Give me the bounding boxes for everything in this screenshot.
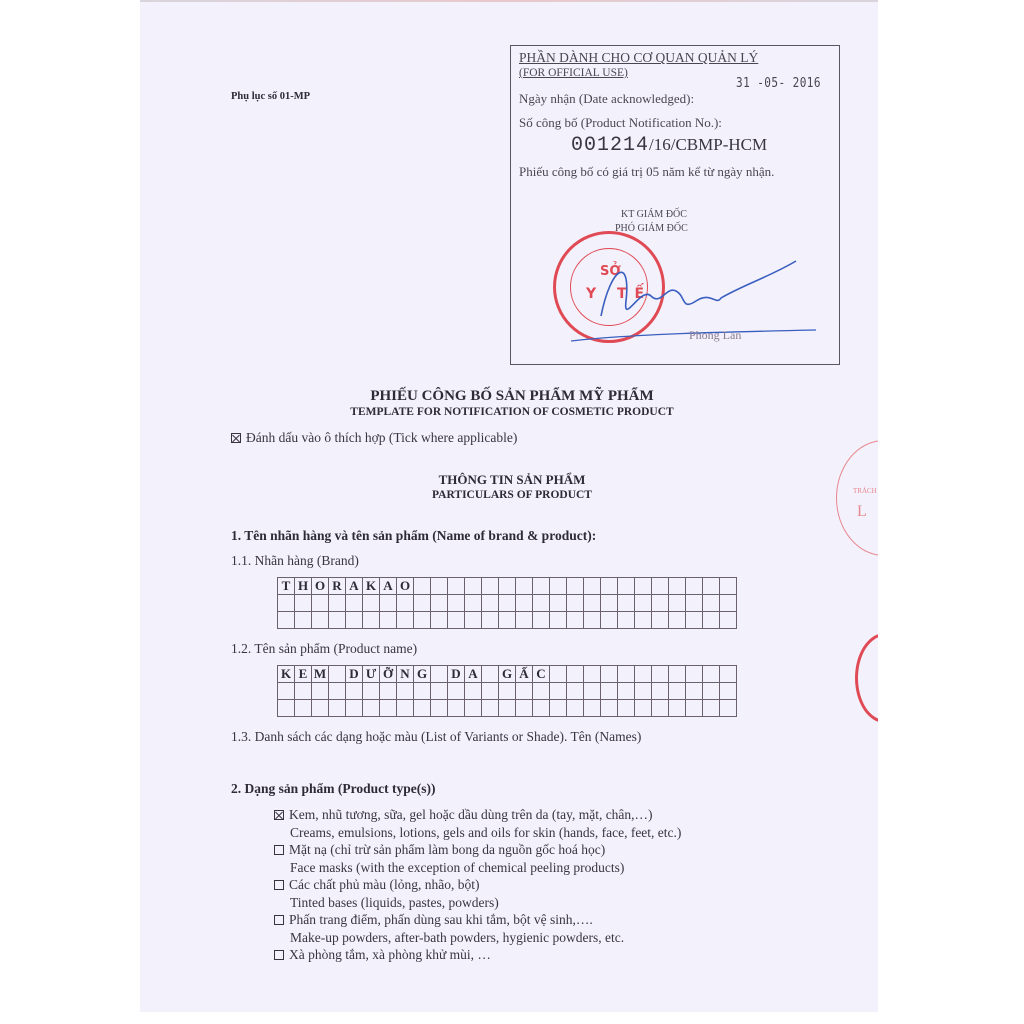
grid-cell[interactable] bbox=[499, 612, 516, 629]
option-text-vi: Các chất phủ màu (lỏng, nhão, bột) bbox=[289, 877, 480, 892]
grid-cell[interactable]: H bbox=[295, 578, 312, 595]
grid-row bbox=[278, 612, 737, 629]
grid-cell[interactable] bbox=[346, 700, 363, 717]
grid-cell[interactable] bbox=[550, 683, 567, 700]
grid-cell[interactable] bbox=[550, 578, 567, 595]
validity-note: Phiếu công bố có giá trị 05 năm kể từ ngày nhận. bbox=[519, 164, 775, 179]
grid-cell[interactable]: Ấ bbox=[516, 666, 533, 683]
product-type-option-soaps[interactable] bbox=[274, 946, 681, 964]
grid-cell[interactable] bbox=[703, 683, 720, 700]
grid-cell[interactable] bbox=[516, 683, 533, 700]
grid-cell[interactable] bbox=[533, 612, 550, 629]
grid-cell[interactable] bbox=[533, 683, 550, 700]
grid-cell[interactable] bbox=[686, 666, 703, 683]
signatory-name: Phong Lan bbox=[689, 328, 742, 342]
grid-cell[interactable] bbox=[516, 595, 533, 612]
checkbox-empty-icon[interactable] bbox=[274, 950, 284, 960]
grid-cell[interactable] bbox=[329, 612, 346, 629]
option-text-vi: Phấn trang điểm, phấn dùng sau khi tắm, bột vệ sinh,…. bbox=[289, 912, 593, 927]
option-text-vi: Kem, nhũ tương, sữa, gel hoặc dầu dùng trên da (tay, mặt, chân,…) bbox=[289, 807, 653, 822]
signatory-title-1: KT GIÁM ĐỐC bbox=[621, 209, 687, 220]
grid-cell[interactable]: Ỡ bbox=[380, 666, 397, 683]
grid-cell[interactable] bbox=[567, 578, 584, 595]
grid-cell[interactable] bbox=[669, 595, 686, 612]
tick-example-checkbox-icon bbox=[231, 433, 241, 443]
grid-cell[interactable] bbox=[618, 595, 635, 612]
grid-cell[interactable] bbox=[363, 612, 380, 629]
grid-cell[interactable] bbox=[278, 683, 295, 700]
grid-cell[interactable]: O bbox=[397, 578, 414, 595]
grid-cell[interactable] bbox=[295, 595, 312, 612]
grid-cell[interactable] bbox=[278, 595, 295, 612]
notification-number bbox=[571, 134, 767, 157]
product-type-option-powders[interactable] bbox=[274, 911, 681, 929]
grid-cell[interactable]: A bbox=[465, 666, 482, 683]
grid-cell[interactable] bbox=[533, 578, 550, 595]
grid-cell[interactable] bbox=[567, 612, 584, 629]
grid-cell[interactable] bbox=[669, 578, 686, 595]
grid-cell[interactable] bbox=[431, 683, 448, 700]
grid-cell[interactable] bbox=[686, 612, 703, 629]
grid-cell[interactable] bbox=[278, 700, 295, 717]
option-text-en: Creams, emulsions, lotions, gels and oils for skin (hands, face, feet, etc.) bbox=[290, 824, 682, 840]
grid-cell[interactable] bbox=[567, 595, 584, 612]
grid-cell[interactable] bbox=[448, 578, 465, 595]
grid-cell[interactable] bbox=[397, 700, 414, 717]
grid-cell[interactable] bbox=[312, 700, 329, 717]
product-name-grid[interactable] bbox=[277, 665, 737, 717]
grid-cell[interactable] bbox=[686, 595, 703, 612]
option-text-en: Face masks (with the exception of chemical peeling products) bbox=[290, 859, 625, 875]
product-type-option-tinted-bases[interactable] bbox=[274, 876, 681, 894]
grid-cell[interactable] bbox=[482, 595, 499, 612]
brand-grid[interactable] bbox=[277, 577, 737, 629]
grid-cell[interactable] bbox=[635, 578, 652, 595]
section-title-en: PARTICULARS OF PRODUCT bbox=[432, 489, 592, 501]
grid-cell[interactable] bbox=[431, 595, 448, 612]
grid-cell[interactable] bbox=[499, 595, 516, 612]
grid-cell[interactable] bbox=[567, 700, 584, 717]
grid-cell[interactable] bbox=[635, 683, 652, 700]
grid-cell[interactable] bbox=[652, 595, 669, 612]
grid-cell[interactable] bbox=[550, 666, 567, 683]
grid-cell[interactable]: K bbox=[278, 666, 295, 683]
official-heading-vi: PHẦN DÀNH CHO CƠ QUAN QUẢN LÝ bbox=[519, 50, 759, 65]
scan-margin-cover bbox=[878, 0, 1024, 1024]
grid-cell[interactable] bbox=[669, 683, 686, 700]
grid-cell[interactable] bbox=[414, 595, 431, 612]
grid-cell[interactable] bbox=[550, 700, 567, 717]
grid-cell[interactable] bbox=[584, 666, 601, 683]
grid-cell[interactable] bbox=[652, 666, 669, 683]
variants-label: 1.3. Danh sách các dạng hoặc màu (List of Variants or Shade). Tên (Names) bbox=[231, 729, 642, 744]
grid-cell[interactable] bbox=[618, 666, 635, 683]
grid-cell[interactable] bbox=[584, 595, 601, 612]
grid-cell[interactable] bbox=[601, 595, 618, 612]
grid-cell[interactable] bbox=[720, 700, 737, 717]
grid-cell[interactable] bbox=[312, 612, 329, 629]
grid-cell[interactable] bbox=[499, 683, 516, 700]
option-text-en: Make-up powders, after-bath powders, hygienic powders, etc. bbox=[290, 929, 625, 945]
grid-cell[interactable] bbox=[686, 578, 703, 595]
grid-cell[interactable] bbox=[329, 595, 346, 612]
form-title-en: TEMPLATE FOR NOTIFICATION OF COSMETIC PRODUCT bbox=[350, 406, 674, 418]
grid-cell[interactable] bbox=[720, 595, 737, 612]
grid-cell[interactable] bbox=[482, 683, 499, 700]
checkbox-empty-icon[interactable] bbox=[274, 915, 284, 925]
grid-cell[interactable] bbox=[414, 683, 431, 700]
grid-cell[interactable] bbox=[499, 578, 516, 595]
grid-cell[interactable] bbox=[703, 700, 720, 717]
grid-cell[interactable] bbox=[448, 612, 465, 629]
section2-heading: 2. Dạng sản phẩm (Product type(s)) bbox=[231, 781, 436, 796]
grid-cell[interactable] bbox=[584, 578, 601, 595]
grid-cell[interactable] bbox=[346, 683, 363, 700]
grid-cell[interactable] bbox=[397, 612, 414, 629]
grid-cell[interactable] bbox=[380, 683, 397, 700]
official-use-box bbox=[510, 45, 840, 365]
grid-cell[interactable] bbox=[482, 612, 499, 629]
grid-cell[interactable]: R bbox=[329, 578, 346, 595]
grid-cell[interactable] bbox=[363, 595, 380, 612]
grid-cell[interactable] bbox=[465, 612, 482, 629]
grid-cell[interactable] bbox=[550, 595, 567, 612]
grid-cell[interactable] bbox=[465, 595, 482, 612]
grid-cell[interactable]: K bbox=[363, 578, 380, 595]
grid-row bbox=[278, 700, 737, 717]
grid-cell[interactable]: D bbox=[448, 666, 465, 683]
grid-cell[interactable] bbox=[431, 666, 448, 683]
grid-cell[interactable] bbox=[465, 700, 482, 717]
product-type-list bbox=[274, 806, 681, 964]
grid-cell[interactable] bbox=[414, 578, 431, 595]
option-text-vi: Xà phòng tắm, xà phòng khử mùi, … bbox=[289, 947, 491, 962]
grid-cell[interactable] bbox=[720, 612, 737, 629]
grid-cell[interactable] bbox=[584, 700, 601, 717]
grid-cell[interactable] bbox=[669, 666, 686, 683]
form-title-vi: PHIẾU CÔNG BỐ SẢN PHẨM MỸ PHẨM bbox=[370, 388, 654, 404]
grid-row bbox=[278, 578, 737, 595]
grid-cell[interactable] bbox=[635, 700, 652, 717]
grid-cell[interactable]: D bbox=[346, 666, 363, 683]
grid-cell[interactable] bbox=[448, 700, 465, 717]
tick-instruction-text: Đánh dấu vào ô thích hợp (Tick where applicable) bbox=[246, 430, 518, 445]
grid-cell[interactable] bbox=[448, 595, 465, 612]
grid-cell[interactable]: A bbox=[380, 578, 397, 595]
grid-cell[interactable] bbox=[363, 683, 380, 700]
checkbox-empty-icon[interactable] bbox=[274, 845, 284, 855]
grid-cell[interactable] bbox=[601, 683, 618, 700]
grid-cell[interactable] bbox=[295, 683, 312, 700]
grid-cell[interactable] bbox=[686, 700, 703, 717]
grid-cell[interactable] bbox=[703, 578, 720, 595]
grid-cell[interactable] bbox=[516, 578, 533, 595]
checkbox-checked-icon[interactable] bbox=[274, 810, 284, 820]
tick-instruction bbox=[231, 430, 517, 446]
seal-text-yte: Y TẾ bbox=[586, 286, 653, 302]
appendix-label: Phụ lục số 01-MP bbox=[231, 91, 311, 102]
brand-label: 1.1. Nhãn hàng (Brand) bbox=[231, 553, 359, 568]
grid-cell[interactable] bbox=[380, 700, 397, 717]
grid-cell[interactable] bbox=[295, 700, 312, 717]
grid-cell[interactable] bbox=[431, 578, 448, 595]
grid-cell[interactable] bbox=[584, 683, 601, 700]
option-text-vi: Mặt nạ (chỉ trừ sản phẩm làm bong da nguồn gốc hoá học) bbox=[289, 842, 606, 857]
grid-cell[interactable] bbox=[329, 683, 346, 700]
grid-cell[interactable] bbox=[720, 683, 737, 700]
grid-cell[interactable] bbox=[720, 666, 737, 683]
grid-cell[interactable] bbox=[482, 578, 499, 595]
side-stamp-letter: L bbox=[857, 503, 867, 520]
grid-cell[interactable] bbox=[482, 700, 499, 717]
checkbox-empty-icon[interactable] bbox=[274, 880, 284, 890]
grid-cell[interactable] bbox=[652, 700, 669, 717]
grid-cell[interactable] bbox=[312, 595, 329, 612]
grid-cell[interactable]: N bbox=[397, 666, 414, 683]
grid-cell[interactable]: O bbox=[312, 578, 329, 595]
grid-cell[interactable] bbox=[380, 595, 397, 612]
grid-cell[interactable] bbox=[278, 612, 295, 629]
grid-cell[interactable] bbox=[346, 612, 363, 629]
grid-cell[interactable] bbox=[601, 666, 618, 683]
grid-cell[interactable] bbox=[397, 683, 414, 700]
grid-cell[interactable] bbox=[703, 666, 720, 683]
grid-cell[interactable] bbox=[703, 612, 720, 629]
grid-cell[interactable] bbox=[414, 612, 431, 629]
grid-cell[interactable] bbox=[652, 578, 669, 595]
grid-row bbox=[278, 683, 737, 700]
notification-number-label: Số công bố (Product Notification No.): bbox=[519, 115, 722, 130]
grid-cell[interactable] bbox=[482, 666, 499, 683]
notification-number-suffix: /16/CBMP-HCM bbox=[649, 135, 768, 154]
grid-cell[interactable] bbox=[516, 612, 533, 629]
date-acknowledged-value: 31 -05- 2016 bbox=[736, 76, 821, 91]
grid-cell[interactable] bbox=[618, 612, 635, 629]
grid-cell[interactable] bbox=[618, 683, 635, 700]
grid-row bbox=[278, 666, 737, 683]
grid-cell[interactable] bbox=[380, 612, 397, 629]
grid-cell[interactable] bbox=[635, 666, 652, 683]
grid-cell[interactable] bbox=[465, 683, 482, 700]
grid-cell[interactable] bbox=[516, 700, 533, 717]
grid-cell[interactable] bbox=[720, 578, 737, 595]
signatory-title-2: PHÓ GIÁM ĐỐC bbox=[615, 223, 688, 234]
grid-row bbox=[278, 595, 737, 612]
grid-cell[interactable] bbox=[397, 595, 414, 612]
grid-cell[interactable] bbox=[567, 666, 584, 683]
notification-number-value: 001214 bbox=[571, 134, 650, 157]
option-text-en: Tinted bases (liquids, pastes, powders) bbox=[290, 894, 499, 910]
grid-cell[interactable] bbox=[448, 683, 465, 700]
grid-cell[interactable] bbox=[295, 612, 312, 629]
grid-cell[interactable] bbox=[686, 683, 703, 700]
section1-heading: 1. Tên nhãn hàng và tên sản phẩm (Name of brand & product): bbox=[231, 528, 597, 543]
section-title-vi: THÔNG TIN SẢN PHẨM bbox=[438, 472, 586, 487]
grid-cell[interactable] bbox=[601, 578, 618, 595]
grid-cell[interactable] bbox=[567, 683, 584, 700]
grid-cell[interactable] bbox=[618, 578, 635, 595]
grid-cell[interactable] bbox=[329, 700, 346, 717]
grid-cell[interactable] bbox=[601, 612, 618, 629]
grid-cell[interactable]: G bbox=[414, 666, 431, 683]
product-type-option-face-masks[interactable] bbox=[274, 841, 681, 859]
grid-cell[interactable]: G bbox=[499, 666, 516, 683]
grid-cell[interactable]: Ư bbox=[363, 666, 380, 683]
grid-cell[interactable] bbox=[584, 612, 601, 629]
grid-cell[interactable] bbox=[618, 700, 635, 717]
grid-cell[interactable] bbox=[312, 683, 329, 700]
grid-cell[interactable] bbox=[363, 700, 380, 717]
grid-cell[interactable]: C bbox=[533, 666, 550, 683]
seal-text-so: SỞ bbox=[600, 264, 621, 279]
grid-cell[interactable] bbox=[346, 595, 363, 612]
grid-cell[interactable] bbox=[431, 700, 448, 717]
grid-cell[interactable] bbox=[499, 700, 516, 717]
grid-cell[interactable]: M bbox=[312, 666, 329, 683]
product-name-label: 1.2. Tên sản phẩm (Product name) bbox=[231, 641, 418, 656]
page-top-edge bbox=[140, 0, 878, 2]
side-stamp-text: TRÁCH bbox=[853, 487, 877, 495]
grid-cell[interactable] bbox=[669, 700, 686, 717]
grid-cell[interactable] bbox=[533, 595, 550, 612]
grid-cell[interactable] bbox=[550, 612, 567, 629]
grid-cell[interactable] bbox=[601, 700, 618, 717]
grid-cell[interactable] bbox=[652, 612, 669, 629]
date-acknowledged-label: Ngày nhận (Date acknowledged): bbox=[519, 91, 695, 106]
official-heading-en: (FOR OFFICIAL USE) bbox=[519, 67, 628, 79]
grid-cell[interactable] bbox=[635, 595, 652, 612]
grid-cell[interactable] bbox=[329, 666, 346, 683]
grid-cell[interactable] bbox=[703, 595, 720, 612]
grid-cell[interactable] bbox=[414, 700, 431, 717]
grid-cell[interactable] bbox=[431, 612, 448, 629]
product-type-option-creams[interactable] bbox=[274, 806, 681, 824]
grid-cell[interactable] bbox=[533, 700, 550, 717]
grid-cell[interactable] bbox=[465, 578, 482, 595]
grid-cell[interactable] bbox=[652, 683, 669, 700]
grid-cell[interactable] bbox=[669, 612, 686, 629]
grid-cell[interactable]: E bbox=[295, 666, 312, 683]
grid-cell[interactable]: A bbox=[346, 578, 363, 595]
grid-cell[interactable] bbox=[635, 612, 652, 629]
grid-cell[interactable]: T bbox=[278, 578, 295, 595]
